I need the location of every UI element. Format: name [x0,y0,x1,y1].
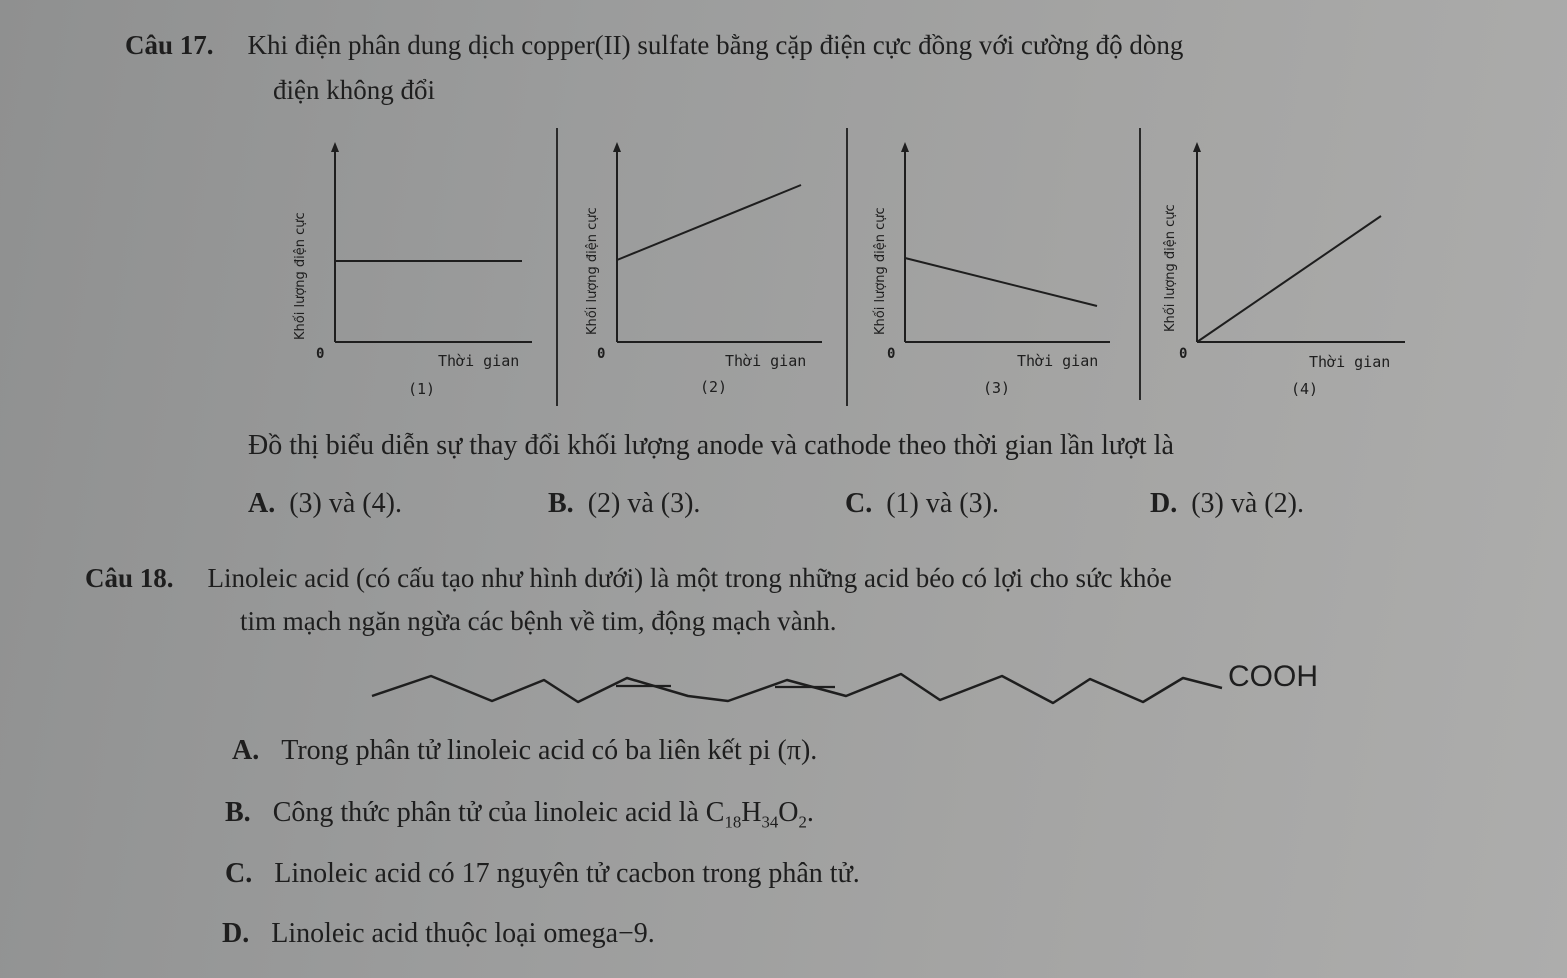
q17-label: Câu 17. [125,30,214,60]
graph-divider [846,128,848,406]
graph-4 [1155,130,1425,405]
q17-question: Đồ thị biểu diễn sự thay đổi khối lượng anode và cathode theo thời gian lần lượt là [248,430,1174,461]
graph-1-origin: 0 [316,346,325,362]
q17-option-d[interactable] [1150,488,1304,520]
option-letter: D. [222,918,250,949]
carbon-chain [372,674,1222,703]
graph-divider [556,128,558,406]
graph-4-y-arrow [1193,142,1201,152]
option-letter: B. [548,488,574,519]
linoleic-acid-structure [0,650,1567,720]
graph-4-origin: 0 [1179,346,1188,362]
graph-2-origin: 0 [597,346,606,362]
q18-stem-line2: tim mạch ngăn ngừa các bệnh về tim, động mạch vành. [240,606,837,636]
option-letter: D. [1150,488,1178,519]
carboxyl-group-label: COOH [1228,660,1318,693]
option-text: (3) và (2). [1191,488,1304,519]
q18-line1 [85,563,1172,594]
graph-1-y-arrow [331,142,339,152]
graph-divider [1139,128,1141,400]
graph-2-caption: (2) [700,378,728,396]
option-text: Linoleic acid có 17 nguyên tử cacbon trong phân tử. [274,858,860,889]
q18-option-c[interactable] [225,858,860,890]
q17-option-b[interactable] [548,488,700,520]
option-letter: A. [248,488,276,519]
graph-3 [865,130,1125,405]
q18-label: Câu 18. [85,563,174,593]
q17-line1 [125,30,1183,61]
graph-2-ylabel: Khối lượng điện cực [585,207,600,335]
q18-option-d[interactable] [222,918,655,950]
q17-stem-line2: điện không đổi [273,75,435,105]
graph-3-series-line [905,258,1097,306]
q18-option-b[interactable] [225,797,814,833]
graph-4-series-line [1197,216,1381,342]
option-text: (2) và (3). [587,488,701,519]
graph-4-caption: (4) [1291,380,1319,398]
option-text: Trong phân tử linoleic acid có ba liên kết pi (π). [281,735,818,766]
option-letter: C. [225,858,253,889]
graph-2-y-arrow [613,142,621,152]
graph-3-xlabel: Thời gian [1017,352,1099,370]
graph-4-ylabel: Khối lượng điện cực [1163,204,1178,332]
q17-option-c[interactable] [845,488,999,520]
q17-option-a[interactable] [248,488,402,520]
option-letter: C. [845,488,873,519]
option-letter: B. [225,797,251,828]
graph-1-xlabel: Thời gian [438,352,520,370]
option-letter: A. [232,735,260,766]
graph-2-series-line [617,185,801,260]
option-text: Công thức phân tử của linoleic acid là $C_{18}H_{34}O_2$. [272,797,814,832]
graph-3-origin: 0 [887,346,896,362]
graph-2 [575,130,835,405]
graph-3-y-arrow [901,142,909,152]
graph-1-caption: (1) [408,380,436,398]
graph-1-ylabel: Khối lượng điện cực [293,212,308,340]
graph-3-caption: (3) [983,379,1011,397]
option-text: Linoleic acid thuộc loại omega−9. [271,918,655,949]
q18-option-a[interactable] [232,735,817,767]
graph-2-xlabel: Thời gian [725,352,807,370]
q18-stem-line1: Linoleic acid (có cấu tạo như hình dưới) là một trong những acid béo có lợi cho sức khỏe [207,563,1172,593]
graph-1 [290,130,550,405]
q17-stem-line1: Khi điện phân dung dịch copper(II) sulfate bằng cặp điện cực đồng với cường độ dòng [247,30,1184,60]
graph-4-xlabel: Thời gian [1309,353,1391,371]
option-text: (1) và (3). [886,488,999,519]
option-text: (3) và (4). [289,488,402,519]
graph-3-ylabel: Khối lượng điện cực [873,207,888,335]
